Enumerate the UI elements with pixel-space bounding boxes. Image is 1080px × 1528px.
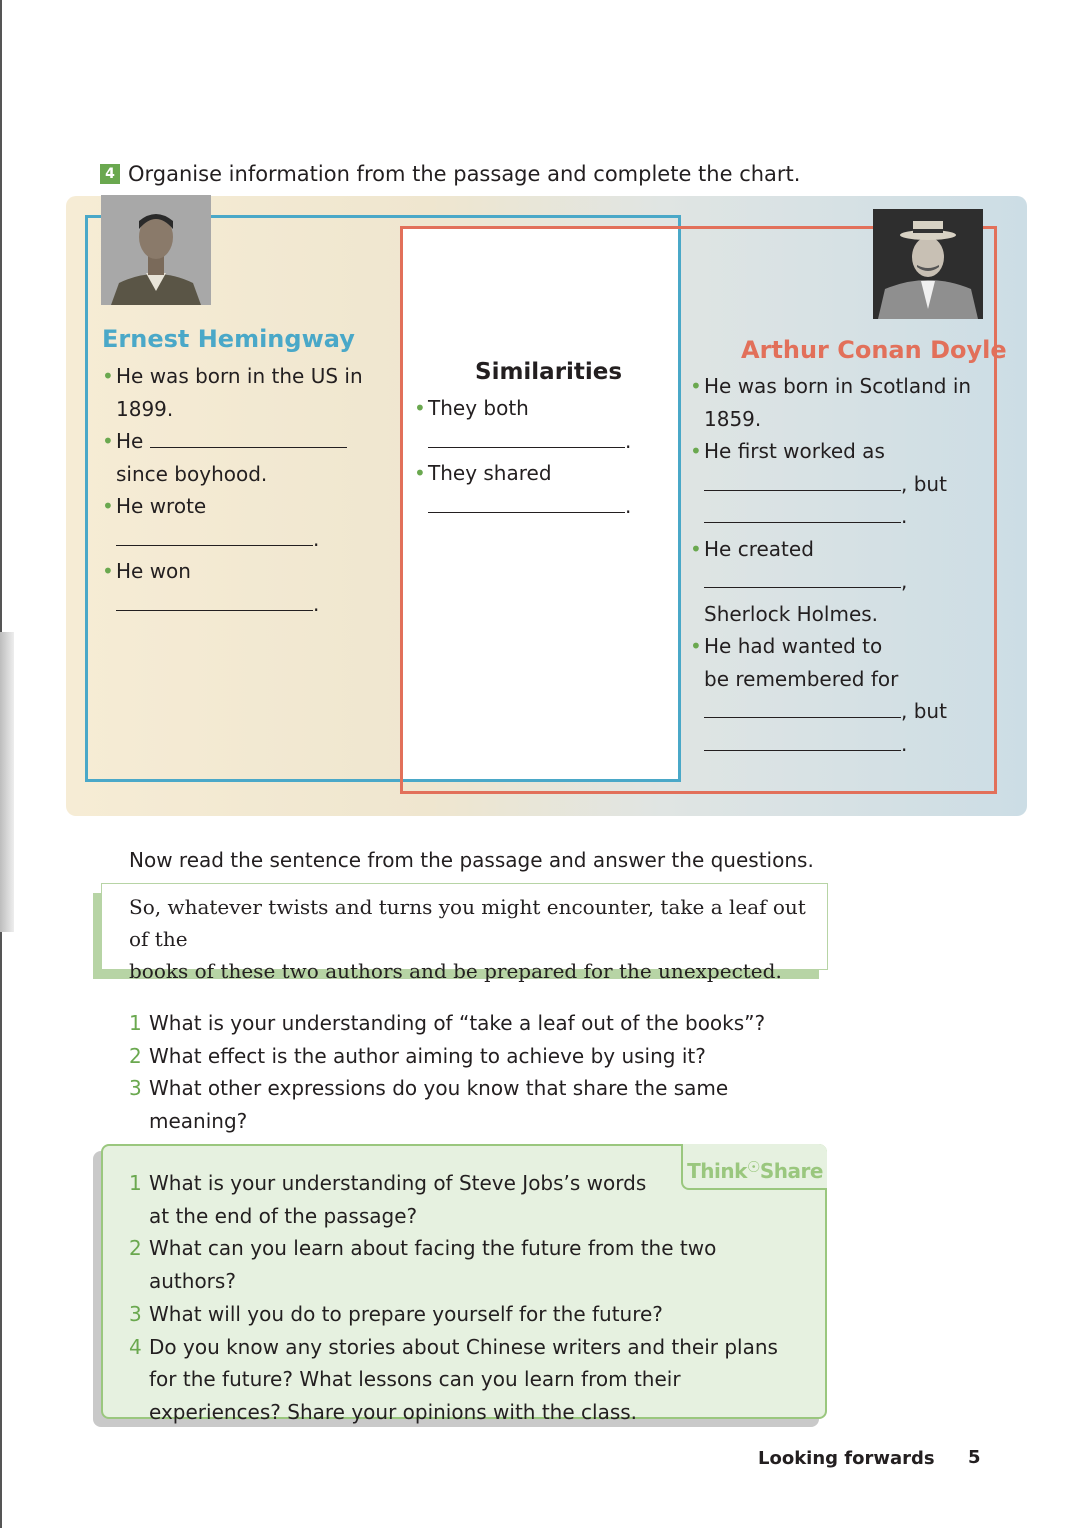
task-number-badge: 4 [100, 164, 120, 184]
side-tab [0, 632, 14, 932]
similarities-title: Similarities [475, 359, 623, 385]
doyle-photo [873, 209, 983, 319]
list-item: , but [704, 468, 994, 501]
task-instruction: Organise information from the passage and complete the chart. [128, 162, 801, 186]
blank-line[interactable] [116, 524, 313, 546]
lightbulb-icon: ☉ [746, 1158, 760, 1176]
list-item: • He was born in the US in [102, 364, 363, 388]
blank-line[interactable] [116, 589, 313, 611]
similarities-facts [414, 392, 668, 522]
think-share-label: Think☉Share [681, 1144, 827, 1190]
question-item: 3 What other expressions do you know that share the same meaning? [129, 1076, 729, 1134]
question-item: 1 What is your understanding of “take a leaf out of the books”? [129, 1011, 766, 1035]
blank-line[interactable] [428, 491, 625, 513]
list-item: , but [704, 695, 994, 728]
list-item: . [704, 728, 994, 761]
list-item: 1899. [116, 396, 174, 421]
footer-section-title: Looking forwards [758, 1448, 935, 1469]
list-item: be remembered for [704, 666, 899, 691]
list-item: • He first worked as [690, 439, 885, 463]
list-item: . [116, 523, 386, 556]
list-item: • He won [102, 559, 191, 583]
list-item: . [428, 490, 668, 523]
question-item: 2 What can you learn about facing the future from the two authors? [129, 1236, 717, 1294]
question-item: 4 Do you know any stories about Chinese writers and their plans for the future? What lessons can you learn from their experiences? Share your opinions with the class. [129, 1334, 778, 1424]
list-item: • He was born in Scotland in [690, 374, 972, 398]
doyle-name: Arthur Conan Doyle [741, 336, 1007, 364]
reading-questions [129, 1007, 829, 1138]
page-number: 5 [968, 1447, 981, 1468]
list-item: since boyhood. [116, 461, 268, 486]
hemingway-facts [102, 360, 386, 620]
blank-line[interactable] [150, 426, 347, 448]
list-item: , [704, 565, 994, 598]
list-item: • He wrote [102, 494, 207, 518]
task-heading [100, 160, 800, 188]
doyle-facts [690, 370, 994, 760]
list-item: . [428, 425, 668, 458]
blank-line[interactable] [428, 426, 625, 448]
list-item: . [704, 500, 994, 533]
question-item: 1 What is your understanding of Steve Jobs’s words at the end of the passage? [129, 1171, 647, 1228]
list-item: • They both [414, 396, 529, 420]
think-share-questions [129, 1167, 809, 1429]
list-item: • He had wanted to [690, 634, 883, 658]
list-item: • They shared [414, 461, 552, 485]
quote-box [101, 883, 828, 983]
hemingway-name: Ernest Hemingway [102, 325, 355, 353]
hemingway-photo [101, 195, 211, 305]
blank-line[interactable] [704, 566, 901, 588]
list-item: • He created [690, 536, 814, 561]
blank-line[interactable] [704, 729, 901, 751]
blank-line[interactable] [704, 501, 901, 523]
quote-line: So, whatever twists and turns you might encounter, take a leaf out of the [129, 895, 806, 951]
list-item: Sherlock Holmes. [704, 601, 879, 626]
list-item: • He [116, 425, 386, 458]
list-item: . [116, 588, 386, 621]
reading-instruction: Now read the sentence from the passage and answer the questions. [129, 848, 814, 872]
blank-line[interactable] [704, 696, 901, 718]
list-item: 1859. [704, 406, 762, 431]
question-item: 2 What effect is the author aiming to achieve by using it? [129, 1043, 706, 1068]
blank-line[interactable] [704, 469, 901, 491]
question-item: 3 What will you do to prepare yourself for the future? [129, 1301, 663, 1326]
quote-line: books of these two authors and be prepared for the unexpected. [129, 959, 782, 983]
